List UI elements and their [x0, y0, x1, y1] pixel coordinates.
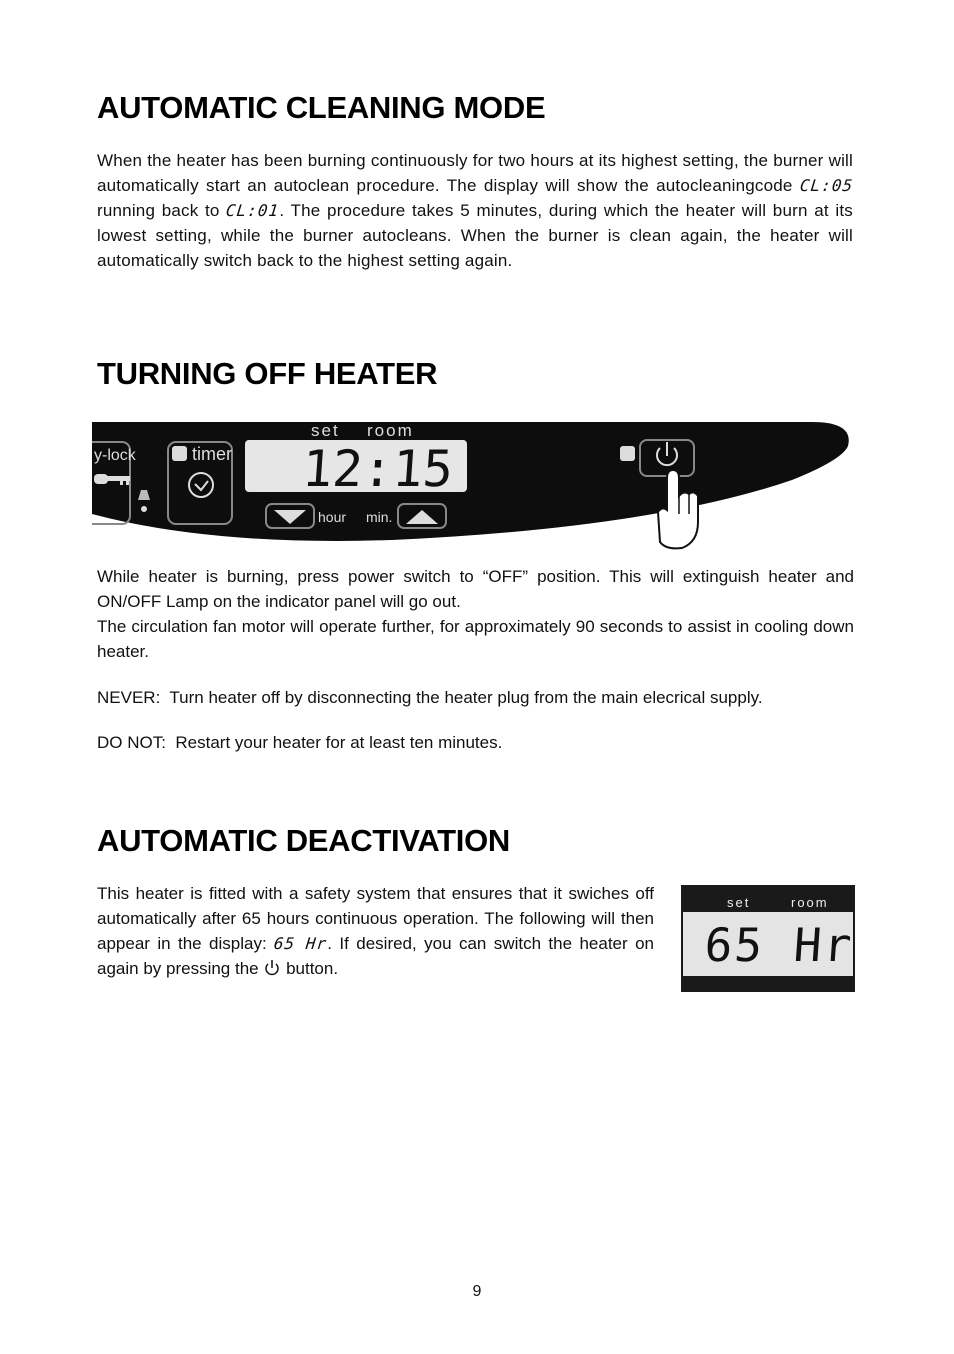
cleaning-text-c: . The procedure takes 5 minutes, during which the heater will burn at its lowest setting, while the burner autocleans. When the burner is clean again, the heater will automatically switch back to the highest setting again. [97, 201, 853, 270]
lcd-header-set: set [311, 421, 340, 440]
deactivation-text-b: . If desired, you can switch the heater on again by pressing the [97, 934, 654, 978]
power-lamp [620, 446, 635, 461]
never-warning: NEVER: Turn heater off by disconnecting the heater plug from the main elecrical supply. [97, 688, 763, 707]
control-panel-illustration [92, 418, 852, 554]
lcd-time-readout: 12:15 [300, 440, 455, 498]
lcd-display-illustration [681, 885, 855, 992]
min-label: min. [366, 509, 393, 525]
code-start: CL:05 [798, 176, 854, 195]
donot-warning: DO NOT: Restart your heater for at least ten minutes. [97, 733, 503, 752]
turning-off-text-2: The circulation fan motor will operate further, for approximately 90 seconds to assist in cooling down heater. [97, 617, 854, 661]
code-end: CL:01 [225, 201, 281, 220]
lcd-header-room: room [367, 421, 414, 440]
deactivation-paragraph [97, 881, 654, 981]
timer-indicator-lamp [172, 446, 187, 461]
turning-off-text-1: While heater is burning, press power switch to “OFF” position. This will extinguish heater and ON/OFF Lamp on the indicator panel will go out. [97, 567, 854, 611]
cleaning-title: AUTOMATIC CLEANING MODE [97, 90, 546, 125]
cleaning-paragraph [97, 148, 853, 273]
timer-label: timer [192, 444, 232, 464]
deactivation-title: AUTOMATIC DEACTIVATION [97, 823, 511, 858]
deactivation-text-a: This heater is fitted with a safety system that ensures that it swiches off automatically after 65 hours continuous operation. The following will then appear in the display: [97, 884, 654, 953]
cleaning-text-b: running back to [97, 201, 220, 220]
page-number: 9 [472, 1283, 482, 1300]
turning-off-title: TURNING OFF HEATER [97, 356, 438, 391]
turning-off-paragraph [97, 564, 854, 664]
cleaning-text-a: When the heater has been burning continuously for two hours at its highest setting, the burner will automatically start an autoclean procedure. The display will show the autocleaningcode [97, 151, 853, 195]
power-icon-inline [263, 959, 281, 977]
deactivation-text-c: button. [286, 959, 339, 978]
key-lock-label: y-lock [94, 447, 136, 464]
lcd-set-label: set [727, 895, 751, 910]
lcd-value: 65 Hr [702, 918, 855, 972]
code-65hr: 65 Hr [273, 934, 329, 953]
lcd-room-label: room [791, 895, 829, 910]
hour-label: hour [318, 509, 347, 525]
